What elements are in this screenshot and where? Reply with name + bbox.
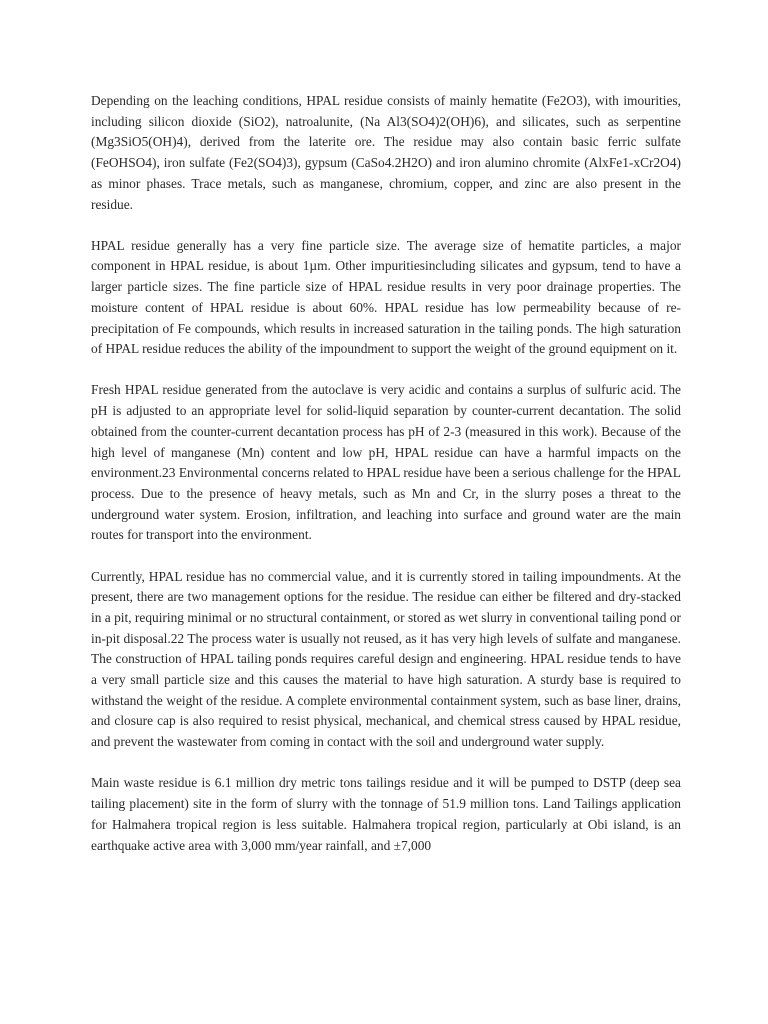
paragraph-composition: Depending on the leaching conditions, HPAL residue consists of mainly hematite (Fe2O3), with imourities, including silicon dioxide (SiO2), natroalunite, (Na Al3(SO4)2(OH)6), and silicates, such as serpentine (Mg3SiO5(OH)4), derived from the laterite ore. The residue may also contain basic ferric sulfate (FeOHSO4), iron sulfate (Fe2(SO4)3), gypsum (CaSo4.2H2O) and iron alumino chromite (AlxFe1-xCr2O4) as minor phases. Trace metals, such as manganese, chromium, copper, and zinc are also present in the residue.	[91, 93, 681, 212]
paragraph-management: Currently, HPAL residue has no commercial value, and it is currently stored in tailing impoundments. At the present, there are two management options for the residue. The residue can either be filtered and dry-stacked in a pit, requiring minimal or no structural containment, or stored as wet slurry in conventional tailing pond or in-pit disposal.22 The process water is usually not reused, as it has very high levels of sulfate and manganese. The construction of HPAL tailing ponds requires careful design and engineering. HPAL residue tends to have a very small particle size and this causes the material to have high saturation. A sturdy base is required to withstand the weight of the residue. A complete environmental containment system, such as base liner, drains, and closure cap is also required to resist physical, mechanical, and chemical stress caused by HPAL residue, and prevent the wastewater from coming in contact with the soil and underground water supply.	[91, 568, 681, 750]
document-page	[91, 91, 681, 877]
paragraph-waste-residue: Main waste residue is 6.1 million dry metric tons tailings residue and it will be pumped to DSTP (deep sea tailing placement) site in the form of slurry with the tonnage of 51.9 million tons. Land Tailings application for Halmahera tropical region is less suitable. Halmahera tropical region, particularly at Obi island, is an earthquake active area with 3,000 mm/year rainfall, and ±7,000	[91, 775, 681, 853]
paragraph-particle-size: HPAL residue generally has a very fine particle size. The average size of hematite particles, a major component in HPAL residue, is about 1µm. Other impuritiesincluding silicates and gypsum, tend to have a larger particle sizes. The fine particle size of HPAL residue results in very poor drainage properties. The moisture content of HPAL residue is about 60%. HPAL residue has low permeability because of re-precipitation of Fe compounds, which results in increased saturation in the tailing ponds. The high saturation of HPAL residue reduces the ability of the impoundment to support the weight of the ground equipment on it.	[91, 237, 681, 357]
paragraph-acidity: Fresh HPAL residue generated from the autoclave is very acidic and contains a surplus of sulfuric acid. The pH is adjusted to an appropriate level for solid-liquid separation by counter-current decantation. The solid obtained from the counter-current decantation process has pH of 2-3 (measured in this work). Because of the high level of manganese (Mn) content and low pH, HPAL residue can have a harmful impacts on the environment.23 Environmental concerns related to HPAL residue have been a serious challenge for the HPAL process. Due to the presence of heavy metals, such as Mn and Cr, in the slurry poses a threat to the underground water system. Erosion, infiltration, and leaching into surface and ground water are the main routes for transport into the environment.	[91, 382, 681, 543]
